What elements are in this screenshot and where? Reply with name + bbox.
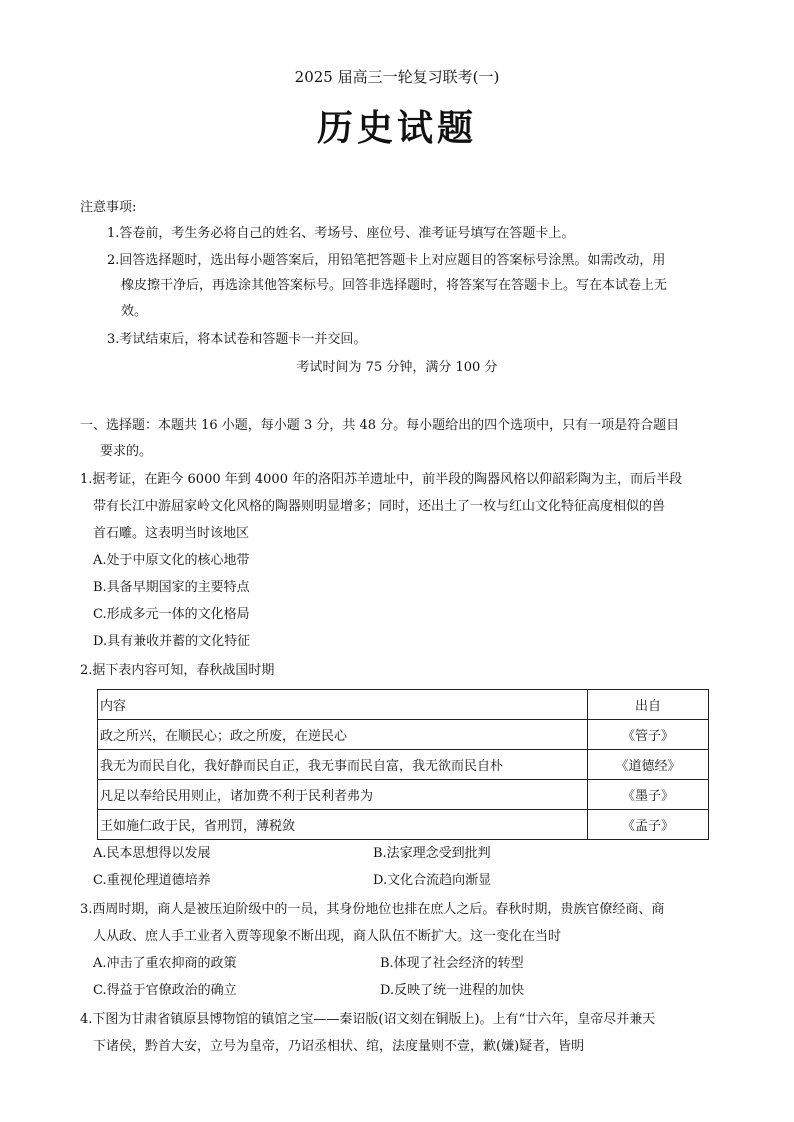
question-1-option-b: B.具备早期国家的主要特点	[93, 580, 250, 595]
question-3-option-d: D.反映了统一进程的加快	[380, 983, 525, 998]
question-1-option-d: D.具有兼收并蓄的文化特征	[93, 634, 251, 649]
page-title: 历史试题	[316, 107, 477, 149]
table-cell: 《墨子》	[588, 780, 709, 810]
question-3-option-b: B.体现了社会经济的转型	[380, 956, 524, 971]
table-row	[98, 810, 709, 840]
question-1-stem: 带有长江中游屈家岭文化风格的陶器则明显增多；同时，还出土了一枚与红山文化特征高度相似的兽	[93, 499, 666, 514]
notice-item: 3.考试结束后，将本试卷和答题卡一并交回。	[107, 332, 367, 347]
section-heading: 一、选择题：本题共 16 小题，每小题 3 分，共 48 分。每小题给出的四个选项中，只有一项是符合题目	[80, 418, 680, 433]
question-4-stem: 下诸侯，黔首大安，立号为皇帝，乃诏丞相状、绾，法度量则不壹，歉(嫌)疑者，皆明	[93, 1039, 585, 1054]
notice-item: 1.答卷前，考生务必将自己的姓名、考场号、座位号、准考证号填写在答题卡上。	[107, 226, 575, 241]
table-header-cell: 出自	[588, 690, 709, 720]
table-cell: 《道德经》	[588, 750, 709, 780]
table-cell: 王如施仁政于民，省刑罚，薄税敛	[98, 810, 588, 840]
table-header-cell: 内容	[98, 690, 588, 720]
question-3-option-c: C.得益于官僚政治的确立	[93, 983, 237, 998]
question-2-option-b: B.法家理念受到批判	[373, 846, 491, 861]
exam-subtitle: 2025 届高三一轮复习联考(一)	[294, 68, 500, 86]
question-1-option-a: A.处于中原文化的核心地带	[93, 553, 250, 568]
question-4-stem: 4.下图为甘肃省镇原县博物馆的镇馆之宝——秦诏版(诏文刻在铜版上)。上有“廿六年，皇帝尽并兼天	[80, 1012, 656, 1027]
question-2-stem: 2.据下表内容可知，春秋战国时期	[80, 663, 275, 678]
table-cell: 《孟子》	[588, 810, 709, 840]
source-table	[97, 689, 709, 840]
notice-heading: 注意事项:	[80, 200, 137, 215]
question-2-option-c: C.重视伦理道德培养	[93, 873, 211, 888]
table-row	[98, 780, 709, 810]
question-3-stem: 人从政、庶人手工业者入贾等现象不断出现，商人队伍不断扩大。这一变化在当时	[93, 929, 562, 944]
notice-item: 橡皮擦干净后，再选涂其他答案标号。回答非选择题时，将答案写在答题卡上。写在本试卷上无	[121, 278, 668, 293]
question-3-option-a: A.冲击了重农抑商的政策	[93, 956, 237, 971]
question-1-option-c: C.形成多元一体的文化格局	[93, 607, 250, 622]
table-row	[98, 750, 709, 780]
table-row	[98, 720, 709, 750]
question-3-stem: 3.西周时期，商人是被压迫阶级中的一员，其身份地位也排在庶人之后。春秋时期，贵族官僚经商、商	[80, 902, 665, 917]
notice-item: 效。	[121, 304, 148, 319]
table-cell: 凡足以奉给民用则止，诸加费不利于民利者弗为	[98, 780, 588, 810]
question-1-stem: 1.据考证，在距今 6000 年到 4000 年的洛阳苏羊遗址中，前半段的陶器风格以仰韶彩陶为主，而后半段	[80, 472, 683, 487]
question-2-option-a: A.民本思想得以发展	[93, 846, 211, 861]
table-cell: 《管子》	[588, 720, 709, 750]
table-cell: 政之所兴，在顺民心；政之所废，在逆民心	[98, 720, 588, 750]
question-1-stem: 首石雕。这表明当时该地区	[93, 526, 250, 541]
exam-time: 考试时间为 75 分钟，满分 100 分	[296, 360, 498, 375]
section-heading-cont: 要求的。	[100, 444, 153, 459]
notice-item: 2.回答选择题时，选出每小题答案后，用铅笔把答题卡上对应题目的答案标号涂黑。如需改动，用	[107, 253, 666, 268]
table-header-row	[98, 690, 709, 720]
table-cell: 我无为而民自化，我好静而民自正，我无事而民自富，我无欲而民自朴	[98, 750, 588, 780]
question-2-option-d: D.文化合流趋向渐显	[373, 873, 492, 888]
